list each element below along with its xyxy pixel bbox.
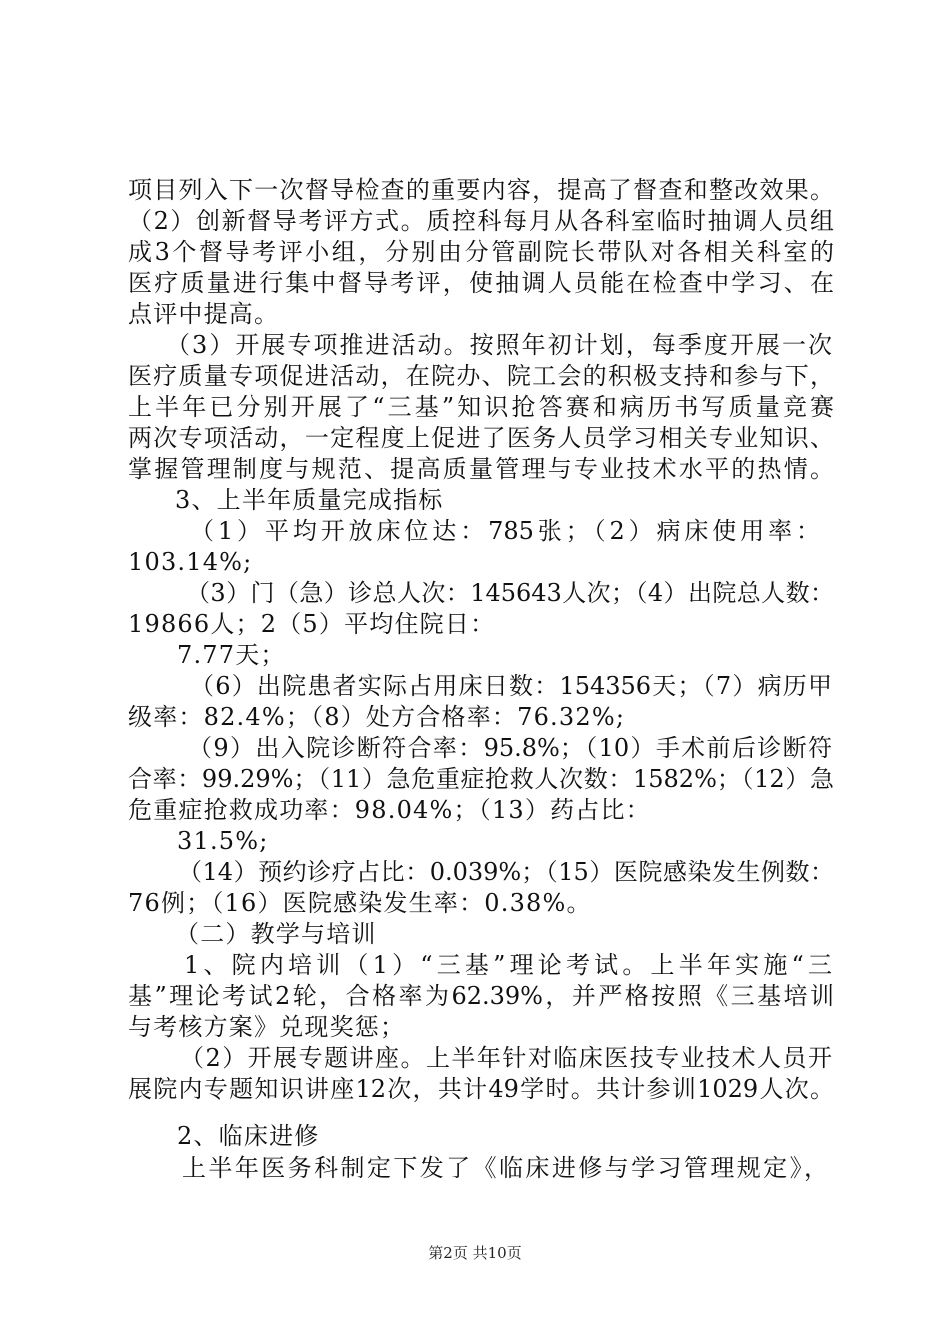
section-heading: 2、临床进修 xyxy=(177,1122,320,1150)
text-line: （6）出院患者实际占用床日数：154356天；（7）病历甲 xyxy=(190,672,832,700)
text-line: 项目列入下一次督导检查的重要内容，提高了督查和整改效果。 xyxy=(128,176,834,204)
text-line: 上半年医务科制定下发了《临床进修与学习管理规定》， xyxy=(182,1154,828,1182)
text-line: （9）出入院诊断符合率：95.8%；（10）手术前后诊断符 xyxy=(188,734,832,762)
text-line: 成3个督导考评小组，分别由分管副院长带队对各相关科室的 xyxy=(128,238,834,266)
text-line: 展院内专题知识讲座12次，共计49学时。共计参训1029人次。 xyxy=(128,1075,834,1103)
text-line: 级率：82.4%；（8）处方合格率：76.32%; xyxy=(128,703,626,731)
text-line: （3）开展专项推进活动。按照年初计划，每季度开展一次 xyxy=(166,331,832,359)
text-line: 1、院内培训（1）“三基”理论考试。上半年实施“三 xyxy=(184,951,832,979)
text-line: 掌握管理制度与规范、提高质量管理与专业技术水平的热情。 xyxy=(128,455,834,483)
text-line: 上半年已分别开展了“三基”知识抢答赛和病历书写质量竞赛 xyxy=(128,393,834,421)
text-line: 医疗质量进行集中督导考评，使抽调人员能在检查中学习、在 xyxy=(128,269,834,297)
text-line: （2）创新督导考评方式。质控科每月从各科室临时抽调人员组 xyxy=(128,207,834,235)
text-line: 7.77天； xyxy=(177,641,286,669)
text-line: 合率：99.29%；（11）急危重症抢救人次数：1582%；（12）急 xyxy=(128,765,834,793)
text-line: （2）开展专题讲座。上半年针对临床医技专业技术人员开 xyxy=(180,1044,832,1072)
section-heading: （二）教学与培训 xyxy=(175,920,377,948)
text-line: 基”理论考试2轮，合格率为62.39%，并严格按照《三基培训 xyxy=(128,982,834,1010)
text-line: 与考核方案》兑现奖惩； xyxy=(128,1013,406,1041)
text-line: （14）预约诊疗占比：0.039%；（15）医院感染发生例数： xyxy=(178,858,834,886)
text-line: 危重症抢救成功率：98.04%；（13）药占比： xyxy=(128,796,651,824)
text-line: 两次专项活动，一定程度上促进了医务人员学习相关专业知识、 xyxy=(128,424,834,452)
text-line: 点评中提高。 xyxy=(128,300,280,328)
text-line: 103.14%; xyxy=(128,548,253,576)
text-line: 19866人；2（5）平均住院日： xyxy=(128,610,496,638)
text-line: （3）门（急）诊总人次：145643人次；（4）出院总人数： xyxy=(186,579,834,607)
text-line: 医疗质量专项促进活动，在院办、院工会的积极支持和参与下， xyxy=(128,362,834,390)
text-line: （1）平均开放床位达：785张；（2）病床使用率： xyxy=(190,517,820,545)
page-footer: 第2页 共10页 xyxy=(428,1244,522,1262)
section-heading: 3、上半年质量完成指标 xyxy=(175,486,444,514)
text-line: 31.5%; xyxy=(177,827,269,855)
text-line: 76例；（16）医院感染发生率：0.38%。 xyxy=(128,889,592,917)
